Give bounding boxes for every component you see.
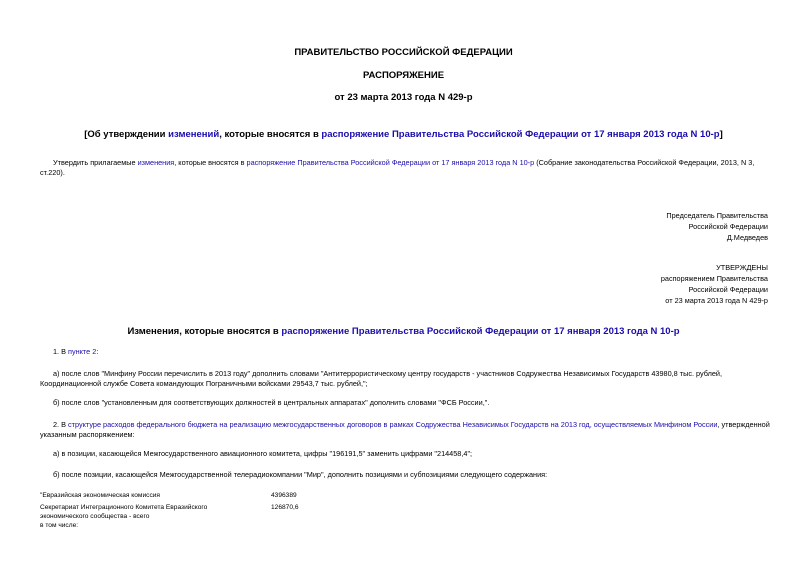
signature-name: Д.Медведев bbox=[726, 233, 768, 242]
item-2-line1 bbox=[53, 420, 770, 430]
table-row-1-value: 4396389 bbox=[271, 492, 297, 499]
item-2-line2: указанным распоряжением: bbox=[40, 430, 135, 439]
decree-10r-link[interactable]: распоряжение Правительства Российской Федерации от 17 января 2013 года N 10-р bbox=[321, 129, 720, 140]
table-row-1-name: "Евразийская экономическая комиссия bbox=[40, 492, 160, 499]
item-2-suffix: , утвержденной bbox=[717, 420, 770, 429]
approve-text: Утвердить прилагаемые bbox=[53, 158, 138, 167]
item-1a-line1: а) после слов "Минфину России перечислить в 2013 году" дополнить словами "Антитеррористическому центру государств - участников Содружества Независимых Государств 43980,8 тыс. рублей, bbox=[53, 369, 723, 378]
government-heading: ПРАВИТЕЛЬСТВО РОССИЙСКОЙ ФЕДЕРАЦИИ bbox=[294, 47, 513, 58]
decree-10r-link-3[interactable]: распоряжение Правительства Российской Федерации от 17 января 2013 года N 10-р bbox=[281, 326, 680, 337]
approved-date: от 23 марта 2013 года N 429-р bbox=[665, 296, 768, 305]
table-row-2-value: 126870,6 bbox=[271, 504, 299, 511]
approved-country: Российской Федерации bbox=[688, 285, 768, 294]
item-1a-line2: Координационной службе Совета командующих Пограничными войсками 29543,7 тыс. рублей,"; bbox=[40, 379, 368, 388]
approve-paragraph-line1 bbox=[53, 158, 754, 168]
changes-link-2[interactable]: изменения bbox=[137, 158, 175, 167]
title-close: ] bbox=[719, 129, 723, 140]
point-2-link[interactable]: пункте 2 bbox=[68, 347, 97, 356]
table-row-2-name: Секретариат Интеграционного Комитета Евразийского экономического сообщества - всего bbox=[40, 504, 208, 520]
approved-stamp: УТВЕРЖДЕНЫ bbox=[716, 263, 768, 272]
table-row-3-name: в том числе: bbox=[40, 522, 79, 529]
item-1-suffix: : bbox=[96, 347, 99, 356]
budget-structure-link[interactable]: структуре расходов федерального бюджета на реализацию межгосударственных договоров в рамках Содружества Независимых Государств на 2013 год, осуществляемых Минфином России bbox=[68, 420, 718, 429]
title-mid: , которые вносятся в bbox=[219, 129, 322, 140]
doc-type-heading: РАСПОРЯЖЕНИЕ bbox=[362, 70, 445, 81]
item-2-prefix: 2. В bbox=[53, 420, 69, 429]
signature-title: Председатель Правительства bbox=[666, 211, 768, 220]
item-2b: б) после позиции, касающейся Межгосударственной телерадиокомпании "Мир", дополнить позициями и субпозициями следующего содержания: bbox=[53, 470, 548, 479]
item-1 bbox=[53, 347, 98, 357]
changes-heading-text: Изменения, которые вносятся в bbox=[127, 326, 282, 337]
decree-10r-link-2[interactable]: распоряжение Правительства Российской Федерации от 17 января 2013 года N 10-р bbox=[246, 158, 535, 167]
approve-paragraph-line2: ст.220). bbox=[40, 168, 65, 177]
item-1b: б) после слов "установленным для соответствующих должностей в центральных аппаратах" дополнить словами "ФСБ России,". bbox=[53, 398, 490, 407]
changes-link[interactable]: изменений bbox=[168, 129, 220, 140]
approved-by: распоряжением Правительства bbox=[660, 274, 768, 283]
title-open: [Об утверждении bbox=[84, 129, 169, 140]
item-1-prefix: 1. В bbox=[53, 347, 69, 356]
changes-heading bbox=[0, 326, 807, 337]
signature-country: Российской Федерации bbox=[688, 222, 768, 231]
approve-text-2: , которые вносятся в bbox=[174, 158, 247, 167]
doc-date-number: от 23 марта 2013 года N 429-р bbox=[334, 92, 473, 103]
item-2a: а) в позиции, касающейся Межгосударственного авиационного комитета, цифры "196191,5" заменить цифрами "214458,4"; bbox=[53, 449, 473, 458]
approve-source: (Собрание законодательства Российской Федерации, 2013, N 3, bbox=[534, 158, 755, 167]
document-title bbox=[0, 129, 807, 140]
